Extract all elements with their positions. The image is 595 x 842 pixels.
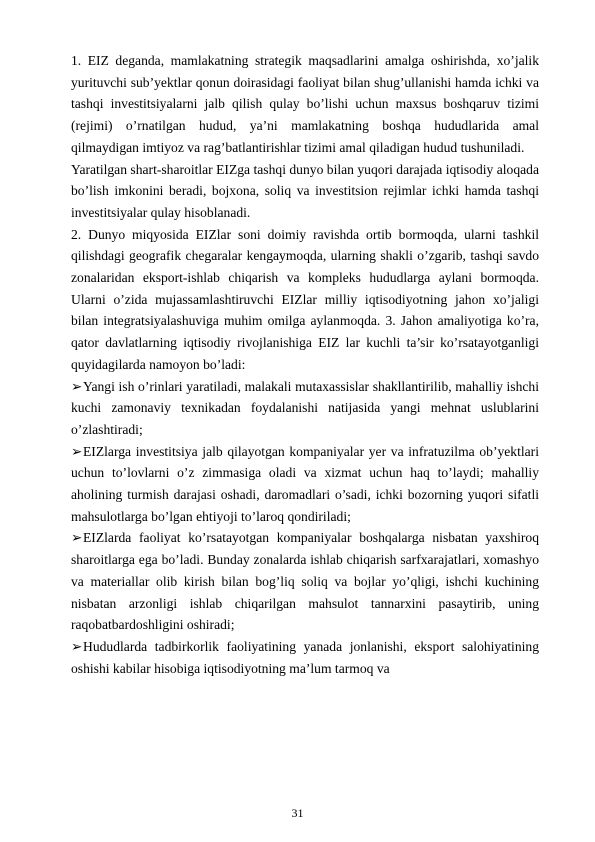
paragraph-world-scale: 2. Dunyo miqyosida EIZlar soni doimiy ravishda ortib bormoqda, ularni tashkil qilishdagi geografik chegaralar kengaymoqda, ularning shakli o’zgarib, tashqi savdo zonalaridan eksport-ishlab chiqarish va kompleks hududlarga aylani bormoqda. Ularni o’zida mujassamlashtiruvchi EIZlar milliy iqtisodiyotning jahon xo’jaligi bilan integratsiyalashuviga muhim omilga aylanmoqda. 3. Jahon amaliyotiga ko’ra, qator davlatlarning iqtisodiy rivojlanishiga EIZ lar kuchli ta’sir ko’rsatayotganligi quyidagilarda namoyon bo’ladi: bbox=[71, 226, 539, 372]
bullet-item bbox=[71, 636, 539, 679]
bullet-text: EIZlarga investitsiya jalb qilayotgan kompaniyalar yer va infratuzilma ob’yektlari uchun to’lovlarni o’z zimmasiga oladi va xizmat uchun haq to’laydi; mahalliy aholining turmish darajasi oshadi, daromadlari o’sadi, ichki bozorning yuqori sifatli mahsulotlarga bo’lgan ehtiyoji to’laroq qondiriladi; bbox=[71, 443, 539, 524]
arrow-bullet-icon: ➢ bbox=[71, 530, 83, 546]
paragraph-eiz-definition: 1. EIZ deganda, mamlakatning strategik maqsadlarini amalga oshirishda, xo’jalik yurituvchi sub’yektlar qonun doirasidagi faoliyat bilan shug’ullanishi hamda ichki va tashqi investitsiyalarni jalb qilish qulay bo’lishi uchun maxsus boshqaruv tizimi (rejimi) o’rnatilgan hudud, ya’ni mamlakatning boshqa hududlarida amal qilmaydigan imtiyoz va rag’batlantirishlar tizimi amal qiladigan hudud tushuniladi. bbox=[71, 53, 539, 155]
bullet-item bbox=[71, 441, 539, 528]
bullet-text: Yangi ish o’rinlari yaratiladi, malakali mutaxassislar shakllantirilib, mahalliy ishchi kuchi zamonaviy texnikadan foydalanishi natijasida yangi mehnat uslublarini o’zlashtiradi; bbox=[71, 378, 539, 437]
bullet-item bbox=[71, 376, 539, 441]
arrow-bullet-icon: ➢ bbox=[71, 378, 83, 394]
paragraph-conditions: Yaratilgan shart-sharoitlar EIZga tashqi dunyo bilan yuqori darajada iqtisodiy aloqada bo’lish imkonini beradi, bojxona, soliq va investitsion rejimlar ichki hamda tashqi investitsiyalar qulay hisoblanadi. bbox=[71, 161, 539, 220]
arrow-bullet-icon: ➢ bbox=[71, 638, 83, 654]
page-number: 31 bbox=[291, 806, 304, 820]
bullet-item bbox=[71, 527, 539, 636]
arrow-bullet-icon: ➢ bbox=[71, 443, 83, 459]
body-text bbox=[71, 50, 539, 679]
bullet-text: EIZlarda faoliyat ko’rsatayotgan kompaniyalar boshqalarga nisbatan yaxshiroq sharoitlarga ega bo’ladi. Bunday zonalarda ishlab chiqarish sarfxarajatlari, xomashyo va materiallar olib kirish bilan bog’liq soliq va bojlar yo’qligi, ishchi kuchining nisbatan arzonligi ishlab chiqarilgan mahsulot tannarxini pasaytirib, uning raqobatbardoshligini oshiradi; bbox=[71, 530, 539, 633]
bullet-text: Hududlarda tadbirkorlik faoliyatining yanada jonlanishi, eksport salohiyatining oshishi kabilar hisobiga iqtisodiyotning ma’lum tarmoq va bbox=[71, 638, 539, 676]
